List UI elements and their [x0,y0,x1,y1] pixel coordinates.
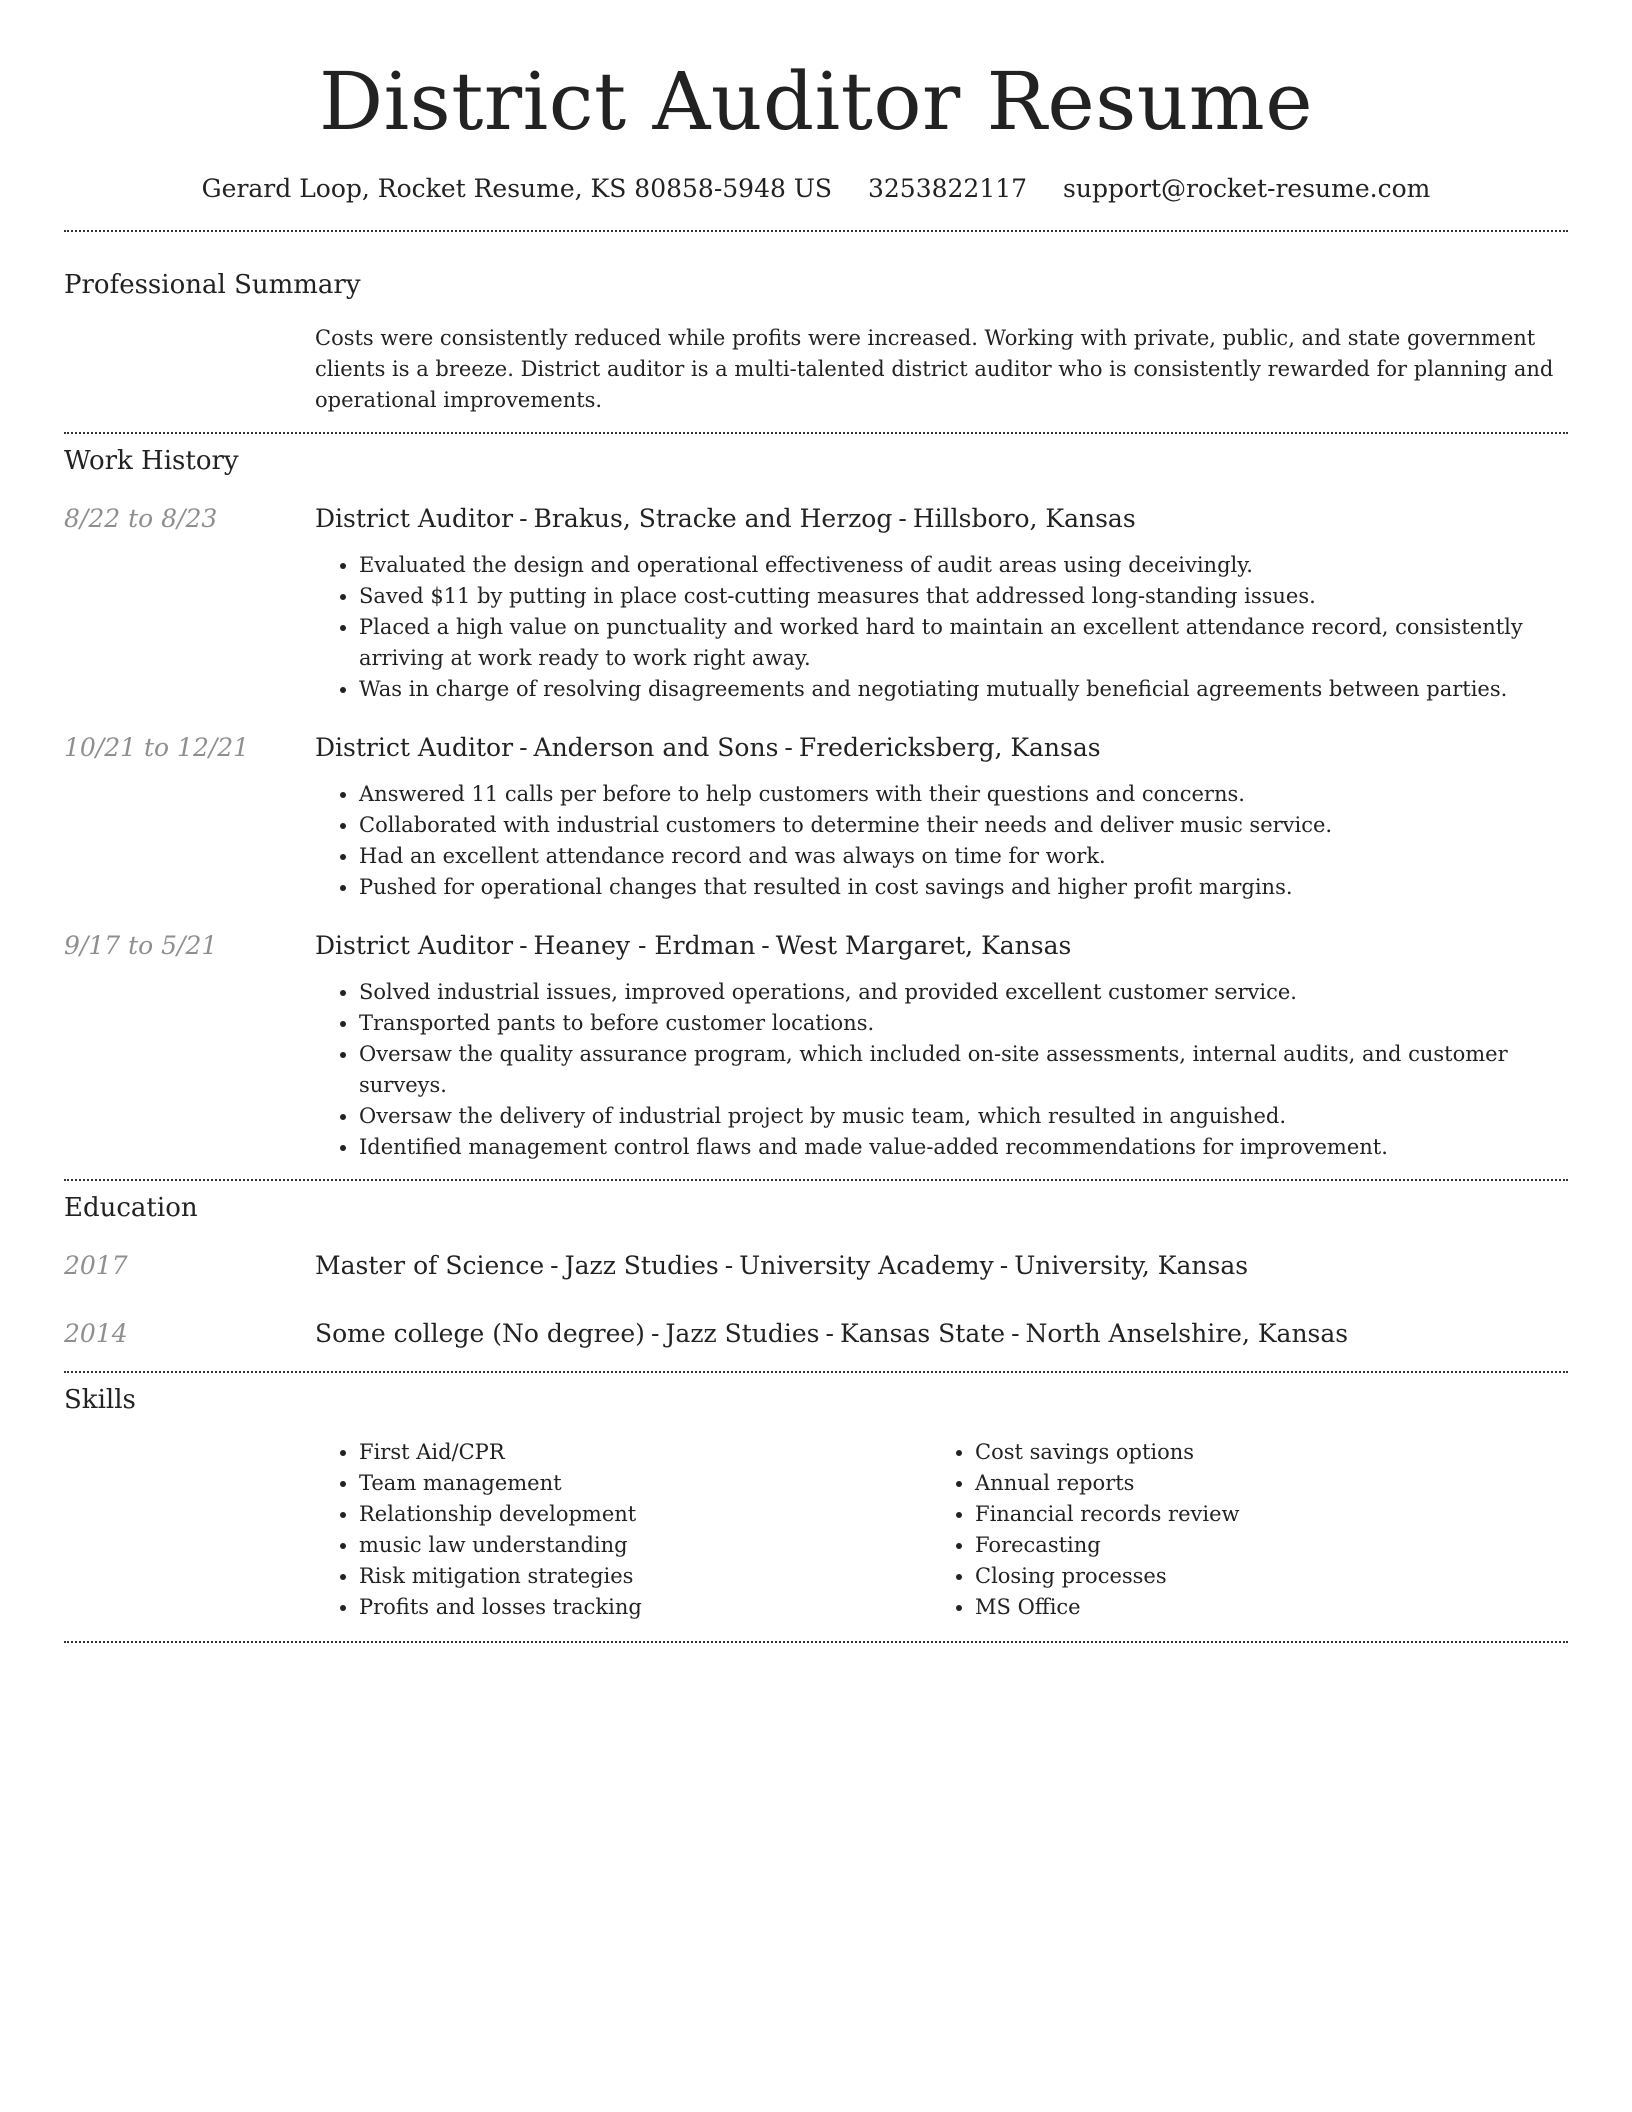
job-location: West Margaret, Kansas [775,931,1072,960]
skills-block [315,1437,1568,1623]
skills-list-left [315,1437,931,1623]
skill-item: • Closing processes [975,1561,1547,1592]
job-bullets [315,977,1568,1163]
job-role: District Auditor [315,504,514,533]
job-dates: 8/22 to 8/23 [64,504,218,533]
education-degree: Some college (No degree) [315,1319,645,1348]
divider [64,1179,1568,1181]
job-bullet: • Evaluated the design and operational effectiveness of audit areas using deceivingly. [359,550,1568,581]
job-title: District Auditor - Anderson and Sons - Fredericksberg, Kansas [315,733,1101,762]
contact-email: support@rocket-resume.com [1063,174,1431,203]
job-bullet: • Had an excellent attendance record and was always on time for work. [359,841,1568,872]
job-company: Heaney - Erdman [533,931,756,960]
section-heading-summary: Professional Summary [64,270,361,300]
job-bullets [315,550,1568,705]
job-bullet: • Saved $11 by putting in place cost-cutting measures that addressed long-standing issues. [359,581,1568,612]
job-location: Hillsboro, Kansas [912,504,1136,533]
job-bullet: • Transported pants to before customer locations. [359,1008,1568,1039]
skill-item: • Relationship development [359,1499,931,1530]
education-year: 2017 [64,1251,128,1280]
job-entry [64,731,1568,903]
skill-item: • music law understanding [359,1530,931,1561]
skill-item: • MS Office [975,1592,1547,1623]
education-location: North Anselshire, Kansas [1025,1319,1349,1348]
contact-address: Gerard Loop, Rocket Resume, KS 80858-5948 US [201,174,833,203]
job-bullet: • Oversaw the quality assurance program, which included on-site assessments, internal audits, and customer surveys. [359,1039,1568,1101]
contact-phone: 3253822117 [868,174,1028,203]
job-role: District Auditor [315,733,514,762]
section-heading-work: Work History [64,446,239,476]
divider [64,1641,1568,1643]
divider [64,1371,1568,1373]
education-field: Jazz Studies [564,1251,719,1280]
section-heading-education: Education [64,1193,198,1223]
job-dates: 9/17 to 5/21 [64,931,218,960]
education-entry [64,1249,1568,1283]
skill-item: • First Aid/CPR [359,1437,931,1468]
education-school: Kansas State [839,1319,1006,1348]
work-history-list [64,502,1568,1163]
job-bullet: • Identified management control flaws and made value-added recommendations for improvement. [359,1132,1568,1163]
divider [64,230,1568,232]
education-year: 2014 [64,1319,128,1348]
job-location: Fredericksberg, Kansas [798,733,1101,762]
job-bullet: • Was in charge of resolving disagreements and negotiating mutually beneficial agreements between parties. [359,674,1568,705]
job-bullet: • Oversaw the delivery of industrial project by music team, which resulted in anguished. [359,1101,1568,1132]
divider [64,432,1568,434]
resume-page [64,0,1568,1643]
skill-item: • Team management [359,1468,931,1499]
job-title: District Auditor - Brakus, Stracke and Herzog - Hillsboro, Kansas [315,504,1136,533]
job-bullet: • Solved industrial issues, improved operations, and provided excellent customer service. [359,977,1568,1008]
education-title: Some college (No degree) - Jazz Studies - Kansas State - North Anselshire, Kansas [315,1319,1349,1348]
education-school: University Academy [739,1251,994,1280]
job-entry [64,502,1568,705]
education-title: Master of Science - Jazz Studies - University Academy - University, Kansas [315,1251,1249,1280]
skill-item: • Forecasting [975,1530,1547,1561]
job-bullet: • Answered 11 calls per before to help customers with their questions and concerns. [359,779,1568,810]
job-company: Anderson and Sons [533,733,779,762]
job-bullet: • Collaborated with industrial customers to determine their needs and deliver music service. [359,810,1568,841]
job-bullets [315,779,1568,903]
job-bullet: • Placed a high value on punctuality and worked hard to maintain an excellent attendance record, consistently arriving at work ready to work right away. [359,612,1568,674]
resume-title: District Auditor Resume [318,55,1314,148]
skill-item: • Cost savings options [975,1437,1547,1468]
skill-item: • Risk mitigation strategies [359,1561,931,1592]
education-field: Jazz Studies [665,1319,820,1348]
education-location: University, Kansas [1014,1251,1249,1280]
skill-item: • Financial records review [975,1499,1547,1530]
skills-list-right [931,1437,1547,1623]
job-dates: 10/21 to 12/21 [64,733,250,762]
summary-block [315,323,1568,416]
contact-line [64,172,1568,206]
section-heading-skills: Skills [64,1385,136,1415]
summary-text: Costs were consistently reduced while profits were increased. Working with private, public, and state government clients is a breeze. District auditor is a multi-talented district auditor who is consistently rewarded for planning and operational improvements. [315,326,1554,412]
job-title: District Auditor - Heaney - Erdman - West Margaret, Kansas [315,931,1072,960]
job-company: Brakus, Stracke and Herzog [533,504,893,533]
skill-item: • Profits and losses tracking [359,1592,931,1623]
education-entry [64,1317,1568,1351]
job-role: District Auditor [315,931,514,960]
skill-item: • Annual reports [975,1468,1547,1499]
job-bullet: • Pushed for operational changes that resulted in cost savings and higher profit margins. [359,872,1568,903]
education-degree: Master of Science [315,1251,545,1280]
job-entry [64,929,1568,1163]
